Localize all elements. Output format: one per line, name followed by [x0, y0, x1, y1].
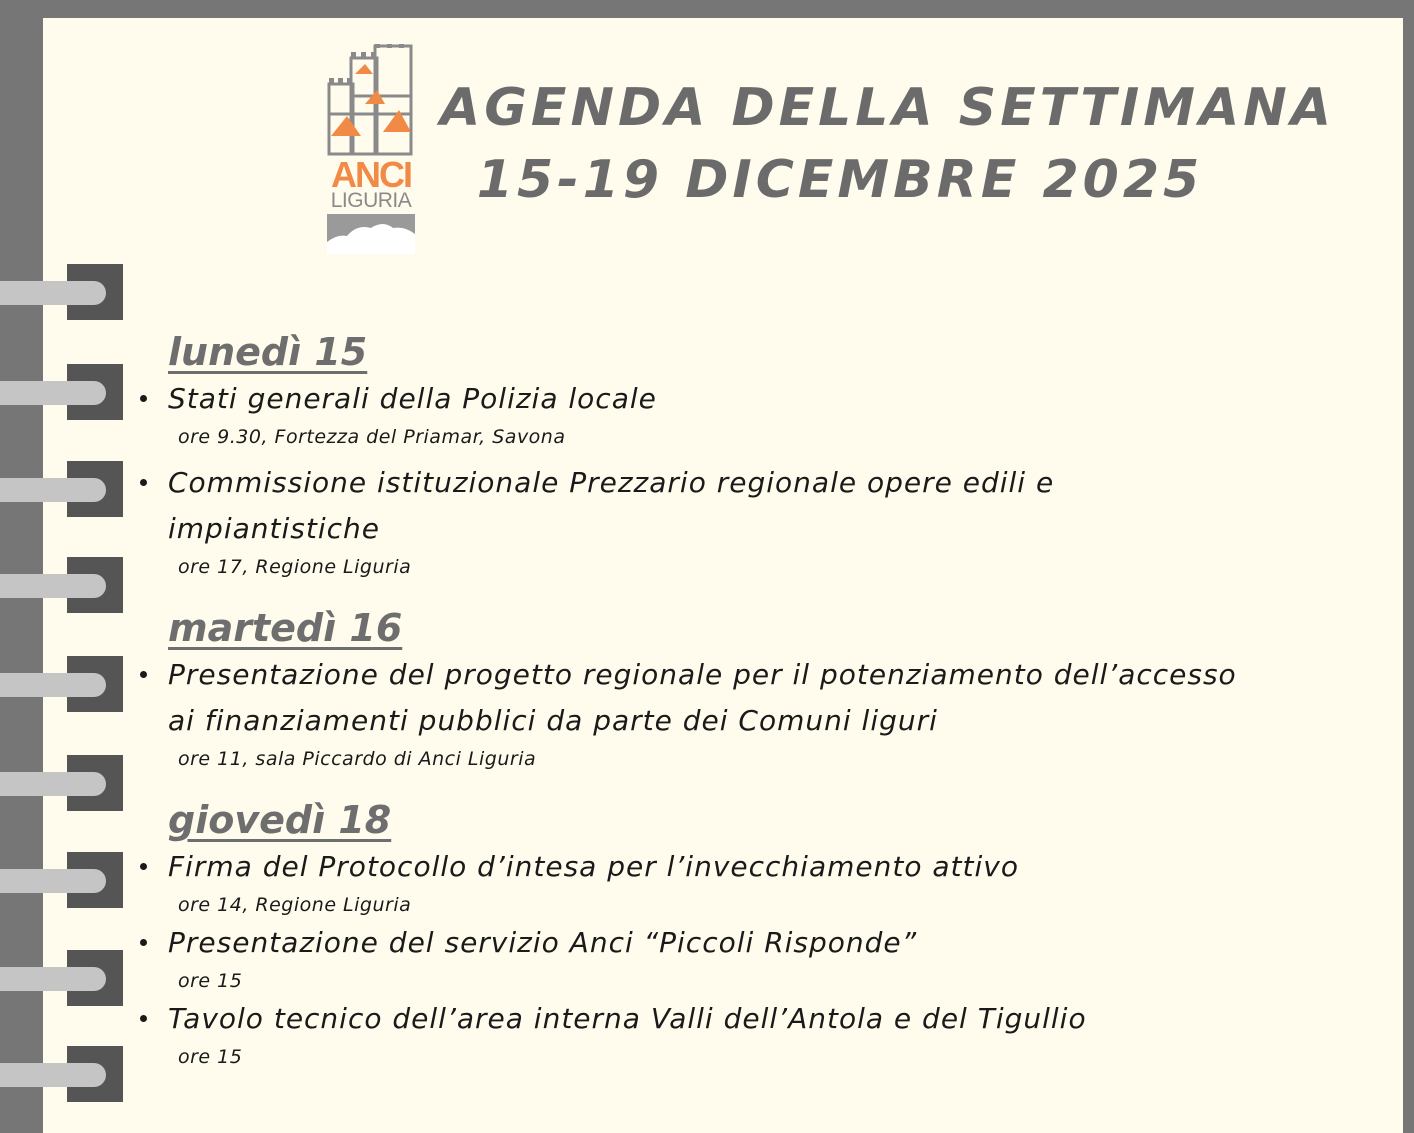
event-list: [130, 844, 1290, 1072]
list-item: [130, 844, 1290, 920]
page-title: [440, 72, 1335, 216]
day-heading: giovedì 18: [168, 798, 392, 842]
ring-icon: [0, 755, 124, 813]
anci-liguria-logo: [325, 44, 417, 254]
list-item: [130, 996, 1290, 1072]
ring-icon: [0, 461, 124, 519]
event-details: ore 15: [178, 970, 243, 992]
event-title: Tavolo tecnico dell’area interna Valli dell’Antola e del Tigullio: [168, 1002, 1087, 1035]
ring-icon: [0, 852, 124, 910]
event-list: [130, 652, 1290, 774]
ring-icon: [0, 264, 124, 322]
event-title: Commissione istituzionale Prezzario regionale opere edili e impiantistiche: [168, 466, 1055, 545]
event-list: [130, 376, 1290, 582]
agenda-list: [130, 328, 1290, 1072]
list-item: [130, 920, 1290, 996]
event-title: Stati generali della Polizia locale: [168, 382, 657, 415]
event-details: ore 15: [178, 1046, 243, 1068]
list-item: [130, 376, 1290, 452]
event-title: Firma del Protocollo d’intesa per l’invecchiamento attivo: [168, 850, 1019, 883]
event-details: ore 14, Regione Liguria: [178, 894, 412, 916]
ring-icon: [0, 364, 124, 422]
ring-icon: [0, 950, 124, 1008]
logo-region-text: LIGURIA: [330, 189, 412, 212]
list-item: [130, 652, 1290, 774]
event-details: ore 9.30, Fortezza del Priamar, Savona: [178, 426, 566, 448]
day-heading: martedì 16: [168, 606, 403, 650]
title-line-2: 15-19 DICEMBRE 2025: [476, 150, 1204, 210]
mountain-landscape-icon: [327, 214, 415, 254]
ring-icon: [0, 557, 124, 615]
castle-towers-icon: [325, 44, 417, 156]
ring-icon: [0, 656, 124, 714]
event-details: ore 17, Regione Liguria: [178, 556, 412, 578]
ring-icon: [0, 1046, 124, 1104]
event-details: ore 11, sala Piccardo di Anci Liguria: [178, 748, 537, 770]
event-title: Presentazione del servizio Anci “Piccoli Risponde”: [168, 926, 918, 959]
logo-anci-text: ANCI: [331, 154, 411, 195]
title-line-1: AGENDA DELLA SETTIMANA: [440, 78, 1335, 138]
list-item: [130, 460, 1290, 582]
day-heading: lunedì 15: [168, 330, 368, 374]
event-title: Presentazione del progetto regionale per il potenziamento dell’accesso ai finanziamenti pubblici da parte dei Comuni liguri: [168, 658, 1237, 737]
